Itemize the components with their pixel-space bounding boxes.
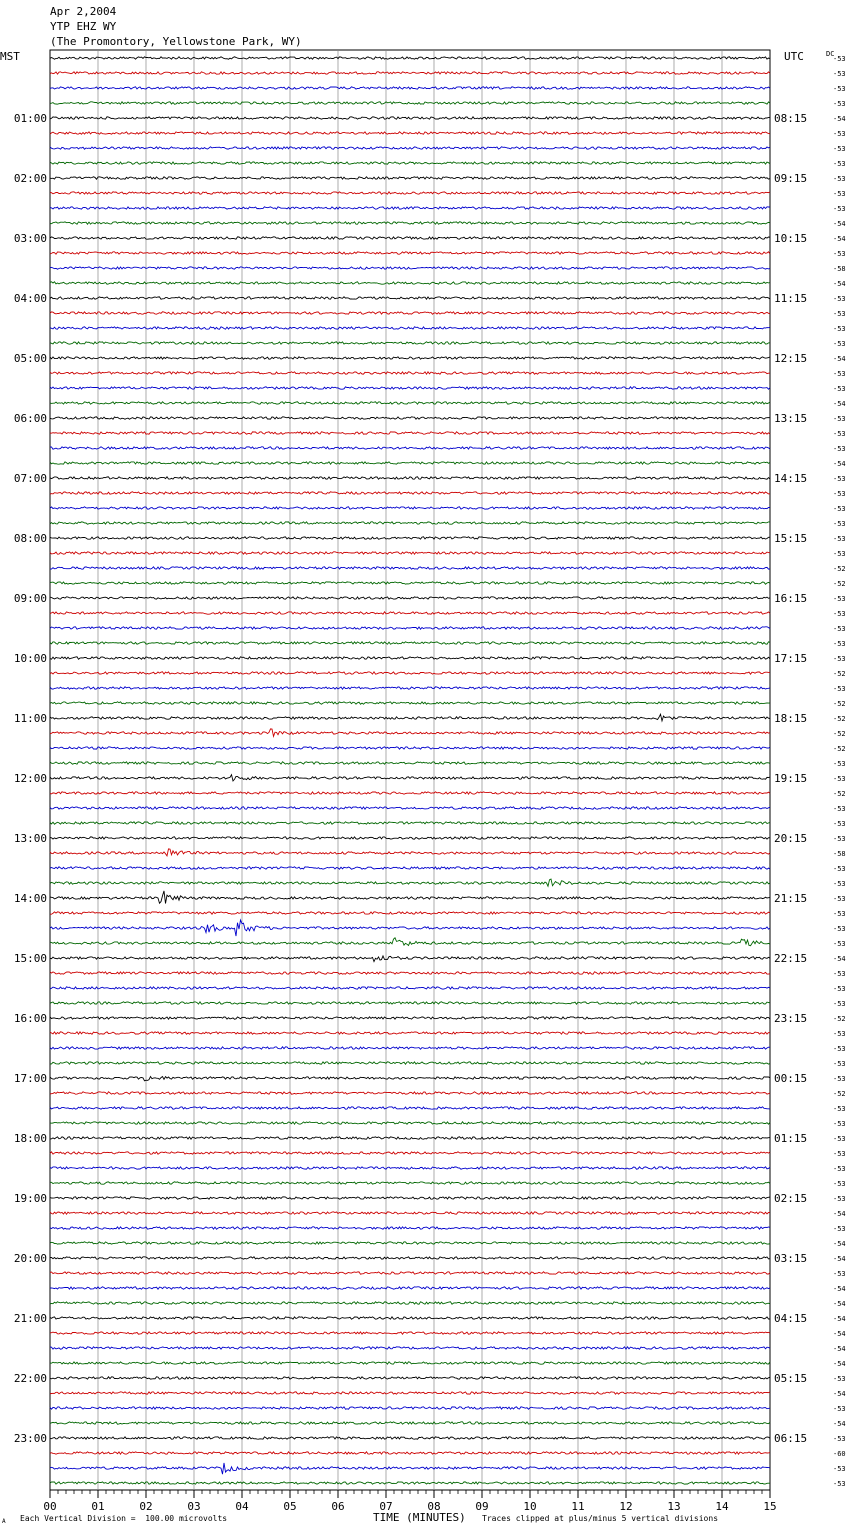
dc-offset-label: -53	[833, 805, 846, 813]
trace-row	[50, 1347, 770, 1349]
dc-offset-label: -53	[833, 1000, 846, 1008]
dc-offset-label: -54	[833, 460, 846, 468]
trace-row	[50, 582, 770, 584]
corner-mark: A	[2, 1518, 6, 1525]
dc-offset-label: -53	[833, 1030, 846, 1038]
trace-row	[50, 1422, 770, 1424]
dc-offset-label: -53	[833, 1195, 846, 1203]
dc-offset-label: -53	[833, 1180, 846, 1188]
trace-row	[50, 522, 770, 524]
left-hour-label: 19:00	[13, 1192, 47, 1205]
trace-row	[50, 891, 770, 904]
dc-offset-label: -53	[833, 655, 846, 663]
trace-row	[50, 447, 770, 449]
dc-offset-label: -53	[833, 820, 846, 828]
trace-row	[50, 282, 770, 284]
right-hour-label: 20:15	[774, 832, 808, 845]
trace-row	[50, 1182, 770, 1184]
dc-offset-label: -52	[833, 1015, 846, 1023]
trace-row	[50, 1062, 770, 1064]
dc-offset-label: -53	[833, 415, 846, 423]
trace-row	[50, 387, 770, 389]
trace-row	[50, 57, 770, 59]
dc-offset-label: -53	[833, 370, 846, 378]
dc-offset-label: -52	[833, 1090, 846, 1098]
dc-offset-label: -53	[833, 1375, 846, 1383]
right-hour-label: 03:15	[774, 1252, 808, 1265]
dc-offset-label: -53	[833, 1105, 846, 1113]
dc-offset-label: -53	[833, 1150, 846, 1158]
dc-offset-label: -53	[833, 385, 846, 393]
trace-row	[50, 147, 770, 149]
dc-offset-label: -53	[833, 550, 846, 558]
trace-row	[50, 1362, 770, 1364]
dc-offset-label: -53	[833, 430, 846, 438]
trace-row	[50, 1122, 770, 1124]
dc-offset-label: -53	[833, 1465, 846, 1473]
trace-row	[50, 507, 770, 509]
trace-row	[50, 938, 770, 946]
trace-row	[50, 1017, 770, 1019]
trace-row	[50, 1152, 770, 1154]
left-hour-label: 20:00	[13, 1252, 47, 1265]
trace-row	[50, 372, 770, 374]
dc-offset-label: -53	[833, 190, 846, 198]
dc-offset-label: -53	[833, 85, 846, 93]
trace-row	[50, 1032, 770, 1034]
clip-note: Traces clipped at plus/minus 5 vertical divisions	[482, 1514, 719, 1523]
left-hour-label: 10:00	[13, 652, 47, 665]
trace-row	[50, 672, 770, 674]
trace-row	[50, 1407, 770, 1409]
left-hour-label: 13:00	[13, 832, 47, 845]
left-hour-label: 11:00	[13, 712, 47, 725]
right-hour-label: 21:15	[774, 892, 808, 905]
right-hour-label: 17:15	[774, 652, 808, 665]
trace-row	[50, 714, 770, 721]
right-hour-label: 14:15	[774, 472, 808, 485]
station-label: YTP EHZ WY	[50, 20, 117, 33]
trace-row	[50, 552, 770, 554]
trace-row	[50, 132, 770, 134]
trace-row	[50, 867, 770, 869]
dc-offset-label: -53	[833, 1405, 846, 1413]
trace-row	[50, 477, 770, 479]
x-tick-label: 00	[43, 1500, 57, 1513]
x-tick-label: 03	[187, 1500, 201, 1513]
trace-row	[50, 1107, 770, 1109]
x-tick-label: 01	[91, 1500, 105, 1513]
dc-offset-label: -53	[833, 1120, 846, 1128]
trace-row	[50, 87, 770, 89]
left-hour-label: 05:00	[13, 352, 47, 365]
left-hour-label: 22:00	[13, 1372, 47, 1385]
trace-row	[50, 237, 770, 239]
left-hour-label: 01:00	[13, 112, 47, 125]
trace-row	[50, 162, 770, 164]
trace-row	[50, 312, 770, 314]
trace-row	[50, 1077, 770, 1081]
trace-row	[50, 1002, 770, 1004]
trace-row	[50, 912, 770, 914]
dc-label: DC	[826, 50, 835, 58]
trace-row	[50, 687, 770, 689]
trace-row	[50, 775, 770, 781]
date-label: Apr 2,2004	[50, 5, 117, 18]
trace-row	[50, 1257, 770, 1259]
dc-offset-label: -53	[833, 970, 846, 978]
left-hour-label: 21:00	[13, 1312, 47, 1325]
dc-offset-label: -54	[833, 1330, 846, 1338]
dc-offset-label: -53	[833, 895, 846, 903]
dc-offset-label: -53	[833, 175, 846, 183]
dc-offset-label: -53	[833, 760, 846, 768]
right-hour-label: 23:15	[774, 1012, 808, 1025]
dc-offset-label: -54	[833, 280, 846, 288]
trace-row	[50, 702, 770, 704]
dc-offset-label: -53	[833, 880, 846, 888]
right-hour-label: 22:15	[774, 952, 808, 965]
trace-row	[50, 567, 770, 569]
dc-offset-label: -54	[833, 1345, 846, 1353]
trace-row	[50, 747, 770, 749]
trace-row	[50, 1092, 770, 1094]
dc-offset-label: -53	[833, 925, 846, 933]
dc-offset-label: -53	[833, 160, 846, 168]
dc-offset-label: -52	[833, 565, 846, 573]
right-hour-label: 01:15	[774, 1132, 808, 1145]
dc-offset-label: -53	[833, 1480, 846, 1488]
trace-row	[50, 972, 770, 974]
trace-row	[50, 1242, 770, 1244]
trace-row	[50, 462, 770, 464]
dc-offset-label: -58	[833, 850, 846, 858]
right-hour-label: 02:15	[774, 1192, 808, 1205]
trace-row	[50, 956, 770, 962]
dc-offset-label: -54	[833, 355, 846, 363]
trace-row	[50, 762, 770, 764]
dc-offset-label: -53	[833, 445, 846, 453]
scale-note: Each Vertical Division = 100.00 microvolts	[20, 1514, 228, 1523]
trace-row	[50, 222, 770, 224]
dc-offset-label: -52	[833, 700, 846, 708]
trace-row	[50, 1317, 770, 1319]
x-tick-label: 02	[139, 1500, 153, 1513]
right-hour-label: 11:15	[774, 292, 808, 305]
trace-row	[50, 807, 770, 809]
dc-offset-label: -53	[833, 595, 846, 603]
trace-row	[50, 177, 770, 179]
dc-offset-label: -52	[833, 715, 846, 723]
trace-row	[50, 327, 770, 329]
trace-row	[50, 1272, 770, 1274]
x-tick-label: 11	[571, 1500, 585, 1513]
left-hour-label: 03:00	[13, 232, 47, 245]
trace-row	[50, 1212, 770, 1214]
dc-offset-label: -53	[833, 910, 846, 918]
dc-offset-label: -54	[833, 1390, 846, 1398]
left-hour-label: 07:00	[13, 472, 47, 485]
trace-row	[50, 1047, 770, 1049]
dc-offset-label: -52	[833, 745, 846, 753]
right-hour-label: 16:15	[774, 592, 808, 605]
x-tick-label: 10	[523, 1500, 537, 1513]
left-hour-label: 02:00	[13, 172, 47, 185]
dc-offset-label: -54	[833, 1420, 846, 1428]
dc-offset-label: -54	[833, 235, 846, 243]
trace-row	[50, 402, 770, 404]
dc-offset-label: -54	[833, 115, 846, 123]
dc-offset-label: -54	[833, 1315, 846, 1323]
x-tick-label: 12	[619, 1500, 633, 1513]
dc-offset-label: -53	[833, 250, 846, 258]
dc-offset-label: -53	[833, 130, 846, 138]
trace-row	[50, 1452, 770, 1454]
right-hour-label: 13:15	[774, 412, 808, 425]
dc-offset-label: -53	[833, 70, 846, 78]
dc-offset-label: -53	[833, 685, 846, 693]
dc-offset-label: -53	[833, 940, 846, 948]
dc-offset-label: -53	[833, 100, 846, 108]
x-axis-label: TIME (MINUTES)	[373, 1511, 466, 1524]
dc-offset-label: -54	[833, 955, 846, 963]
trace-row	[50, 1377, 770, 1379]
right-hour-label: 00:15	[774, 1072, 808, 1085]
trace-row	[50, 72, 770, 74]
left-hour-label: 16:00	[13, 1012, 47, 1025]
dc-offset-label: -53	[833, 985, 846, 993]
plot-frame	[50, 50, 770, 1490]
dc-offset-label: -53	[833, 520, 846, 528]
x-tick-label: 13	[667, 1500, 681, 1513]
dc-offset-label: -53	[833, 55, 846, 63]
left-hour-label: 04:00	[13, 292, 47, 305]
dc-offset-label: -54	[833, 1255, 846, 1263]
trace-row	[50, 1197, 770, 1199]
right-hour-label: 12:15	[774, 352, 808, 365]
dc-offset-label: -53	[833, 490, 846, 498]
right-timezone-label: UTC	[784, 50, 804, 63]
x-tick-label: 14	[715, 1500, 729, 1513]
dc-offset-label: -54	[833, 1360, 846, 1368]
trace-row	[50, 342, 770, 344]
trace-row	[50, 1167, 770, 1169]
dc-offset-label: -54	[833, 1240, 846, 1248]
left-hour-label: 15:00	[13, 952, 47, 965]
dc-offset-label: -54	[833, 400, 846, 408]
dc-offset-label: -52	[833, 790, 846, 798]
dc-offset-label: -53	[833, 535, 846, 543]
trace-row	[50, 117, 770, 119]
right-hour-label: 19:15	[774, 772, 808, 785]
trace-row	[50, 642, 770, 644]
x-tick-label: 09	[475, 1500, 489, 1513]
left-timezone-label: MST	[0, 50, 20, 63]
trace-row	[50, 417, 770, 419]
dc-offset-label: -54	[833, 1210, 846, 1218]
trace-row	[50, 192, 770, 194]
trace-row	[50, 920, 770, 936]
dc-offset-label: -53	[833, 310, 846, 318]
x-tick-label: 05	[283, 1500, 297, 1513]
left-hour-label: 14:00	[13, 892, 47, 905]
dc-offset-label: -60	[833, 1450, 846, 1458]
trace-row	[50, 1463, 770, 1474]
trace-row	[50, 357, 770, 359]
trace-row	[50, 252, 770, 254]
dc-offset-label: -53	[833, 1060, 846, 1068]
dc-offset-label: -54	[833, 1285, 846, 1293]
dc-offset-label: -53	[833, 625, 846, 633]
dc-offset-label: -53	[833, 1165, 846, 1173]
left-hour-label: 18:00	[13, 1132, 47, 1145]
trace-row	[50, 1482, 770, 1484]
dc-offset-label: -53	[833, 1075, 846, 1083]
left-hour-label: 09:00	[13, 592, 47, 605]
x-tick-label: 06	[331, 1500, 345, 1513]
x-tick-label: 07	[379, 1500, 393, 1513]
trace-row	[50, 729, 770, 736]
trace-row	[50, 297, 770, 299]
trace-row	[50, 822, 770, 824]
right-hour-label: 15:15	[774, 532, 808, 545]
trace-row	[50, 207, 770, 209]
trace-row	[50, 627, 770, 629]
left-hour-label: 17:00	[13, 1072, 47, 1085]
trace-row	[50, 792, 770, 794]
dc-offset-label: -53	[833, 610, 846, 618]
right-hour-label: 08:15	[774, 112, 808, 125]
trace-row	[50, 987, 770, 989]
dc-offset-label: -53	[833, 835, 846, 843]
dc-offset-label: -53	[833, 1135, 846, 1143]
dc-offset-label: -53	[833, 1225, 846, 1233]
dc-offset-label: -53	[833, 325, 846, 333]
trace-row	[50, 492, 770, 494]
trace-row	[50, 612, 770, 614]
trace-row	[50, 1137, 770, 1139]
right-hour-label: 06:15	[774, 1432, 808, 1445]
dc-offset-label: -52	[833, 580, 846, 588]
x-tick-label: 04	[235, 1500, 249, 1513]
trace-row	[50, 597, 770, 599]
trace-row	[50, 837, 770, 839]
left-hour-label: 08:00	[13, 532, 47, 545]
x-tick-label: 15	[763, 1500, 777, 1513]
trace-row	[50, 1437, 770, 1439]
left-hour-label: 06:00	[13, 412, 47, 425]
trace-row	[50, 537, 770, 539]
right-hour-label: 18:15	[774, 712, 808, 725]
trace-row	[50, 1392, 770, 1394]
trace-row	[50, 1227, 770, 1229]
dc-offset-label: -54	[833, 1300, 846, 1308]
dc-offset-label: -52	[833, 670, 846, 678]
trace-row	[50, 879, 770, 886]
trace-row	[50, 432, 770, 434]
dc-offset-label: -53	[833, 1270, 846, 1278]
left-hour-label: 23:00	[13, 1432, 47, 1445]
location-label: (The Promontory, Yellowstone Park, WY)	[50, 35, 302, 48]
right-hour-label: 05:15	[774, 1372, 808, 1385]
dc-offset-label: -54	[833, 220, 846, 228]
trace-row	[50, 1302, 770, 1304]
dc-offset-label: -58	[833, 265, 846, 273]
dc-offset-label: -53	[833, 475, 846, 483]
trace-row	[50, 657, 770, 659]
trace-row	[50, 1332, 770, 1334]
dc-offset-label: -53	[833, 295, 846, 303]
right-hour-label: 04:15	[774, 1312, 808, 1325]
right-hour-label: 10:15	[774, 232, 808, 245]
x-tick-label: 08	[427, 1500, 441, 1513]
dc-offset-label: -53	[833, 775, 846, 783]
dc-offset-label: -53	[833, 340, 846, 348]
right-hour-label: 09:15	[774, 172, 808, 185]
trace-row	[50, 102, 770, 104]
dc-offset-label: -53	[833, 205, 846, 213]
dc-offset-label: -53	[833, 865, 846, 873]
dc-offset-label: -53	[833, 505, 846, 513]
trace-row	[50, 849, 770, 856]
dc-offset-label: -53	[833, 1435, 846, 1443]
trace-row	[50, 267, 770, 269]
dc-offset-label: -53	[833, 640, 846, 648]
dc-offset-label: -52	[833, 730, 846, 738]
dc-offset-label: -53	[833, 1045, 846, 1053]
dc-offset-label: -53	[833, 145, 846, 153]
trace-row	[50, 1287, 770, 1289]
left-hour-label: 12:00	[13, 772, 47, 785]
